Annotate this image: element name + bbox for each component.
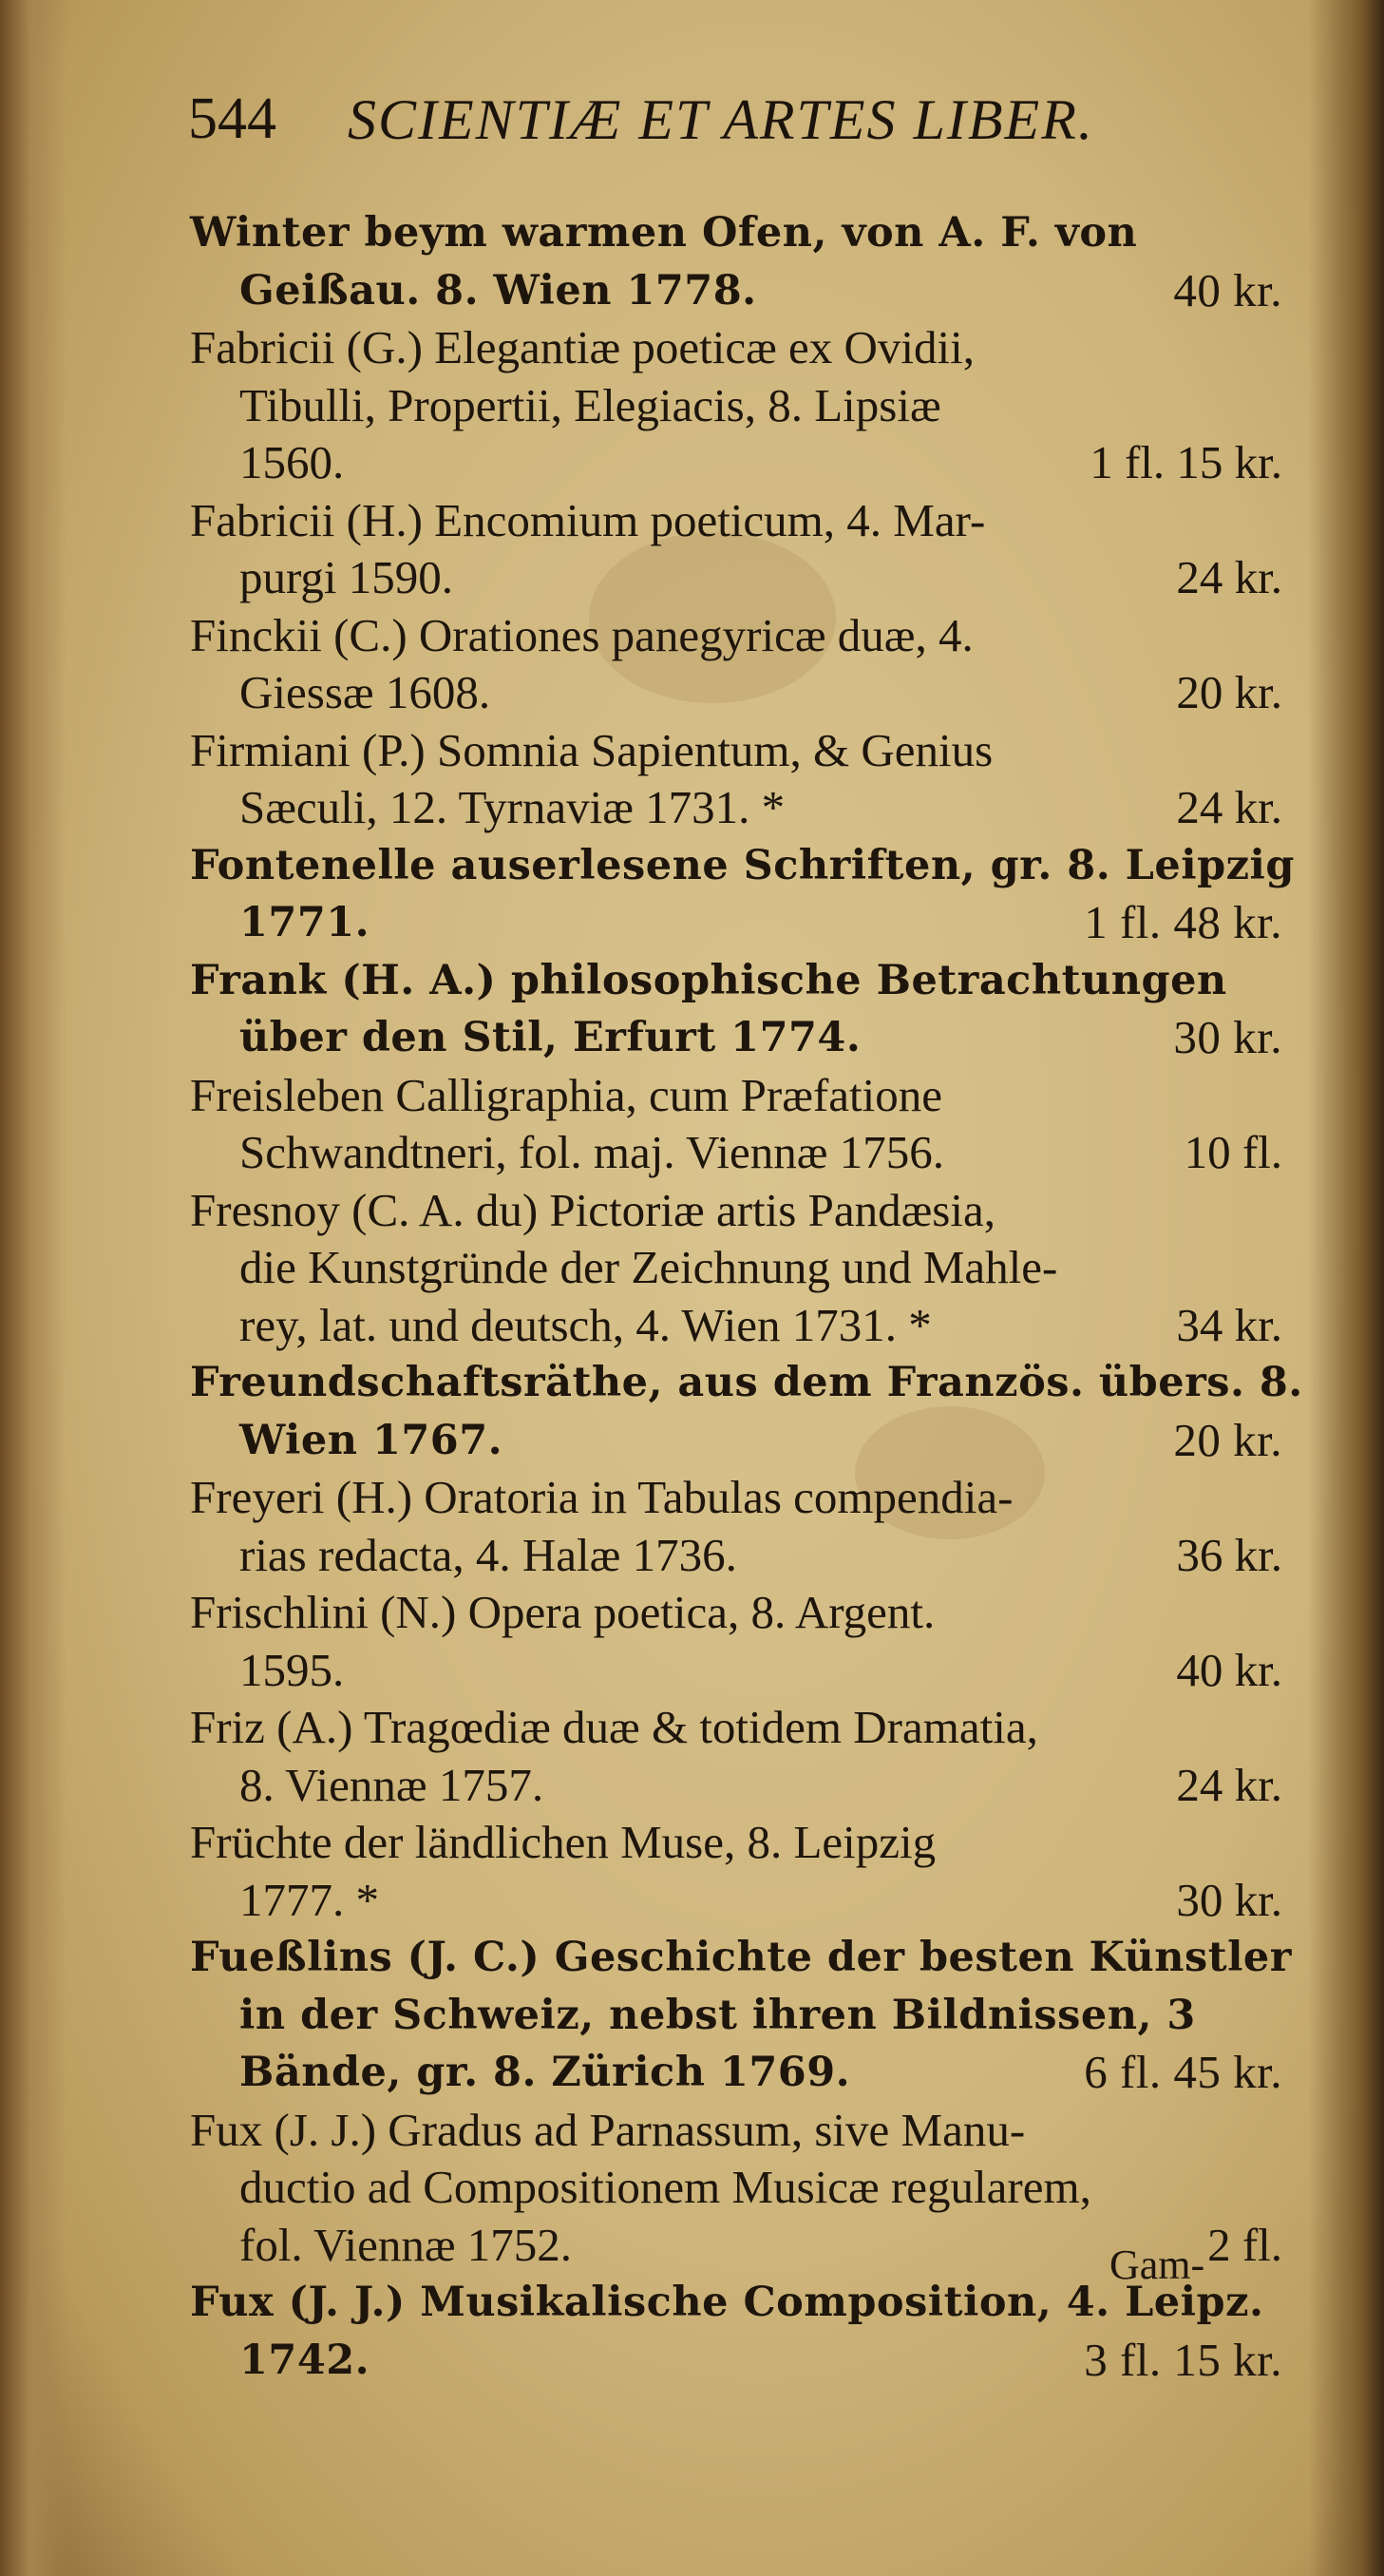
entry-text: Fabricii (H.) Encomium poeticum, 4. Mar- [190,493,986,546]
page-header [188,86,1271,171]
entry-text: Fontenelle auserlesene Schriften, gr. 8. Leipzig [190,841,1295,889]
entry-title-line [190,1584,1282,1642]
entry-text: Früchte der ländlichen Muse, 8. Leipzig [190,1816,937,1868]
entry-text: 1742. [239,2336,370,2384]
entry-price: 20 kr. [1173,1413,1282,1466]
entry-title-line [190,319,1282,377]
catalog-entry [190,204,1282,319]
entry-price: 2 fl. [1207,2218,1282,2271]
entry-text: fol. Viennæ 1752. [239,2218,573,2271]
entry-continuation-line [190,434,1282,492]
entry-title-line [190,2102,1282,2160]
entry-continuation-line [190,664,1282,722]
entry-text: Bände, gr. 8. Zürich 1769. [239,2049,851,2096]
entry-price: 1 fl. 48 kr. [1084,896,1282,948]
entry-text: Frank (H. A.) philosophische Betrachtungen [190,956,1227,1004]
entry-text: Fux (J. J.) Musikalische Composition, 4. Leipz. [190,2279,1264,2326]
entry-text: Sæculi, 12. Tyrnaviæ 1731. * [239,781,786,833]
catalog-entry [190,607,1282,722]
entry-text: 1595. [239,1643,345,1696]
entry-text: Fresnoy (C. A. du) Pictoriæ artis Pandæsia, [190,1183,995,1236]
entry-text: 1777. * [239,1873,379,1926]
running-title: SCIENTIÆ ET ARTES LIBER. [348,88,1094,151]
entry-continuation-line [190,377,1282,435]
entry-text: Wien 1767. [239,1416,503,1464]
entry-title-line [190,837,1295,895]
entry-price: 20 kr. [1176,666,1282,718]
catalog-entry [190,492,1282,607]
catalog-entries [190,204,1303,2389]
entry-price: 34 kr. [1176,1298,1282,1351]
page-number: 544 [188,86,276,151]
entry-text: purgi 1590. [239,551,454,603]
catalog-entry [190,1067,1282,1182]
catalog-entry [190,722,1282,837]
entry-text: Fueßlins (J. C.) Geschichte der besten Künstler [190,1934,1292,1981]
entry-title-line [190,1929,1292,1987]
entry-price: 24 kr. [1176,551,1282,603]
catchword: Gam- [1109,2242,1205,2288]
page-edge-right [1308,0,1384,2576]
entry-text: 8. Viennæ 1757. [239,1758,544,1811]
entry-title-line [190,607,1282,665]
entry-text: Freyeri (H.) Oratoria in Tabulas compendia- [190,1471,1014,1523]
entry-continuation-line [190,262,1282,320]
entry-continuation-line [190,1872,1282,1930]
catalog-entry [190,1584,1282,1699]
page-edge-left [0,0,66,2576]
entry-text: Fabricii (G.) Elegantiæ poeticæ ex Ovidii, [190,321,976,373]
entry-continuation-line [190,1987,1282,2045]
entry-continuation-line [190,894,1282,952]
entry-continuation-line [190,779,1282,837]
entry-text: rias redacta, 4. Halæ 1736. [239,1528,737,1581]
entry-title-line [190,1354,1303,1412]
entry-continuation-line [190,1124,1282,1182]
catalog-entry [190,1354,1303,1469]
entry-continuation-line [190,2044,1282,2102]
entry-text: ductio ad Compositionem Musicæ regularem, [239,2161,1091,2213]
entry-continuation-line [190,549,1282,607]
entry-price: 1 fl. 15 kr. [1090,436,1282,488]
entry-price: 6 fl. 45 kr. [1084,2046,1282,2098]
catalog-entry [190,319,1282,492]
entry-price: 24 kr. [1176,781,1282,833]
entry-title-line [190,1699,1282,1757]
entry-text: die Kunstgründe der Zeichnung und Mahle- [239,1241,1058,1293]
entry-continuation-line [190,1642,1282,1700]
entry-continuation-line [190,2332,1282,2390]
entry-text: rey, lat. und deutsch, 4. Wien 1731. * [239,1298,932,1351]
entry-title-line [190,1814,1282,1872]
entry-price: 40 kr. [1176,1643,1282,1696]
catalog-entry [190,1469,1282,1584]
entry-text: Finckii (C.) Orationes panegyricæ duæ, 4. [190,608,974,661]
catalog-entry [190,1699,1282,1814]
entry-title-line [190,1067,1282,1125]
entry-price: 30 kr. [1173,1011,1282,1063]
entry-price: 40 kr. [1173,263,1282,316]
entry-text: 1771. [239,899,370,946]
entry-text: Geißau. 8. Wien 1778. [239,266,757,315]
entry-price: 10 fl. [1184,1126,1282,1178]
catalog-entry [190,1929,1292,2102]
entry-text: Freisleben Calligraphia, cum Præfatione [190,1068,942,1121]
entry-text: 1560. [239,436,345,488]
entry-continuation-line [190,1412,1282,1470]
catalog-entry [190,1814,1282,1929]
entry-title-line [190,952,1282,1010]
entry-continuation-line [190,1297,1282,1355]
entry-continuation-line [190,1009,1282,1067]
entry-title-line [190,1182,1282,1240]
entry-text: Winter beym warmen Ofen, von A. F. von [190,209,1138,257]
entry-title-line [190,492,1282,550]
entry-text: in der Schweiz, nebst ihren Bildnissen, 3 [239,1991,1196,2039]
catalog-entry [190,2274,1282,2389]
entry-text: Frischlini (N.) Opera poetica, 8. Argent. [190,1586,936,1638]
entry-continuation-line [190,1757,1282,1815]
entry-price: 3 fl. 15 kr. [1084,2333,1282,2386]
entry-continuation-line [190,1239,1282,1297]
catalog-entry [190,1182,1282,1355]
entry-price: 24 kr. [1176,1758,1282,1811]
entry-title-line [190,1469,1282,1527]
entry-text: Firmiani (P.) Somnia Sapientum, & Genius [190,723,994,776]
catalog-entry [190,952,1282,1067]
entry-text: Friz (A.) Tragœdiæ duæ & totidem Dramatia, [190,1701,1038,1753]
entry-price: 30 kr. [1176,1873,1282,1926]
catalog-entry [190,837,1295,952]
entry-continuation-line [190,1527,1282,1585]
entry-text: Freundschaftsräthe, aus dem Französ. übers. 8. [190,1359,1303,1406]
entry-text: über den Stil, Erfurt 1774. [239,1014,862,1061]
entry-text: Tibulli, Propertii, Elegiacis, 8. Lipsiæ [239,378,941,431]
entry-price: 36 kr. [1176,1528,1282,1581]
entry-text: Giessæ 1608. [239,666,491,718]
entry-continuation-line [190,2159,1282,2217]
entry-text: Fux (J. J.) Gradus ad Parnassum, sive Manu- [190,2103,1026,2156]
entry-title-line [190,722,1282,780]
entry-title-line [190,204,1282,262]
entry-text: Schwandtneri, fol. maj. Viennæ 1756. [239,1126,944,1178]
